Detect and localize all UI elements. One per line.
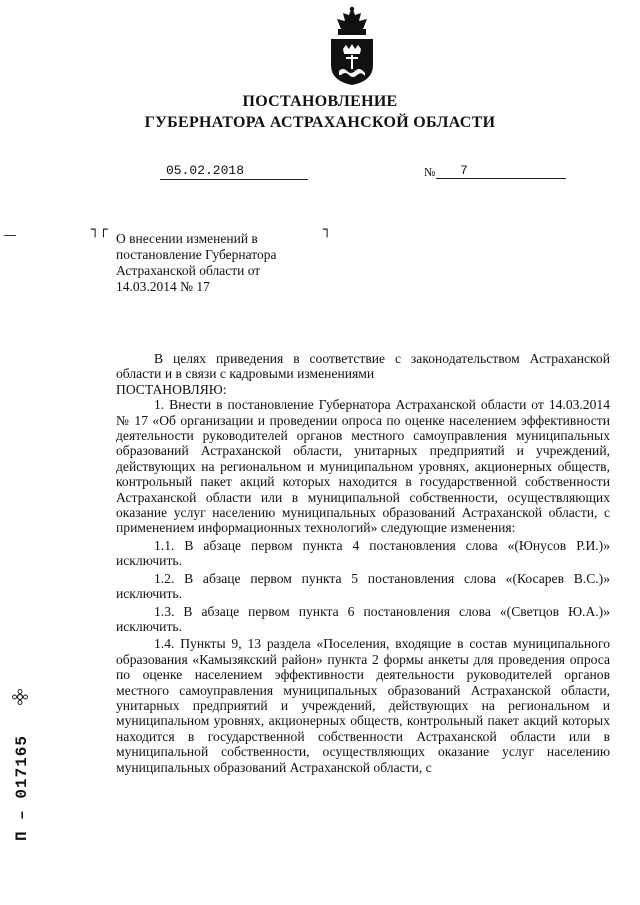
clause-1: 1. Внести в постановление Губернатора Астраханской области от 14.03.2014 № 17 «Об организации и проведении опроса по оценке населением эффективности деятельности руководителей органов местного самоуправления муниципальных образований Астраханской области, унитарных предприятий и учреждений, действующих на региональном и муниципальном уровнях, акционерных обществ, контрольный пакет акций которых находится в государственной собственности Астраханской области или в муниципальной собственности, осуществляющих оказание услуг населению муниципальных образований Астраханской области, с применением информационных технологий» следующие изменения: (116, 397, 610, 536)
coat-of-arms-icon (325, 5, 379, 87)
corner-bracket-right-icon: ┐ (323, 222, 332, 238)
clause-1-3: 1.3. В абзаце первом пункта 6 постановления слова «(Светцов Ю.А.)» исключить. (116, 603, 610, 634)
document-body (116, 351, 610, 775)
subject-line: 14.03.2014 № 17 (116, 279, 210, 294)
margin-serial-block (3, 688, 43, 888)
decree-word: ПОСТАНОВЛЯЮ: (116, 381, 227, 397)
subject-line: постановление Губернатора (116, 247, 277, 262)
clause-1-1: 1.1. В абзаце первом пункта 4 постановления слова «(Юнусов Р.И.)» исключить. (116, 537, 610, 569)
document-subject (116, 231, 327, 295)
corner-bracket-left-icon: ┐┌ (91, 222, 108, 238)
clause-1-4: 1.4. Пункты 9, 13 раздела «Поселения, входящие в состав муниципального образования «Камызякский район» пункта 2 формы анкеты для проведения опроса по оценке населением эффективности деятельности руководителей органов местного самоуправления муниципальных образований Астраханской области, унитарных предприятий и учреждений, действующих на региональном и муниципальном уровнях, акционерных обществ, контрольный пакет акций которых находится в государственной собственности Астраханской области или в муниципальной собственности, осуществляющих оказание услуг населению муниципальных образований Астраханской области, с (116, 636, 610, 775)
issuer-title: ГУБЕРНАТОРА АСТРАХАНСКОЙ ОБЛАСТИ (144, 114, 496, 131)
subject-line: Астраханской области от (116, 263, 261, 278)
number-label: № (424, 165, 436, 179)
subject-line: О внесении изменений в (116, 231, 258, 246)
document-date: 05.02.2018 (160, 163, 308, 180)
document-type-title: ПОСТАНОВЛЕНИЕ (242, 93, 398, 110)
intro-paragraph: В целях приведения в соответствие с законодательством Астраханской области и в связи с кадровыми изменениями (116, 351, 610, 382)
document-number: 7 (436, 163, 566, 179)
margin-dash (4, 235, 16, 236)
serial-number: П – 017165 (13, 735, 31, 842)
clause-1-2: 1.2. В абзаце первом пункта 5 постановления слова «(Косарев В.С.)» исключить. (116, 570, 610, 602)
